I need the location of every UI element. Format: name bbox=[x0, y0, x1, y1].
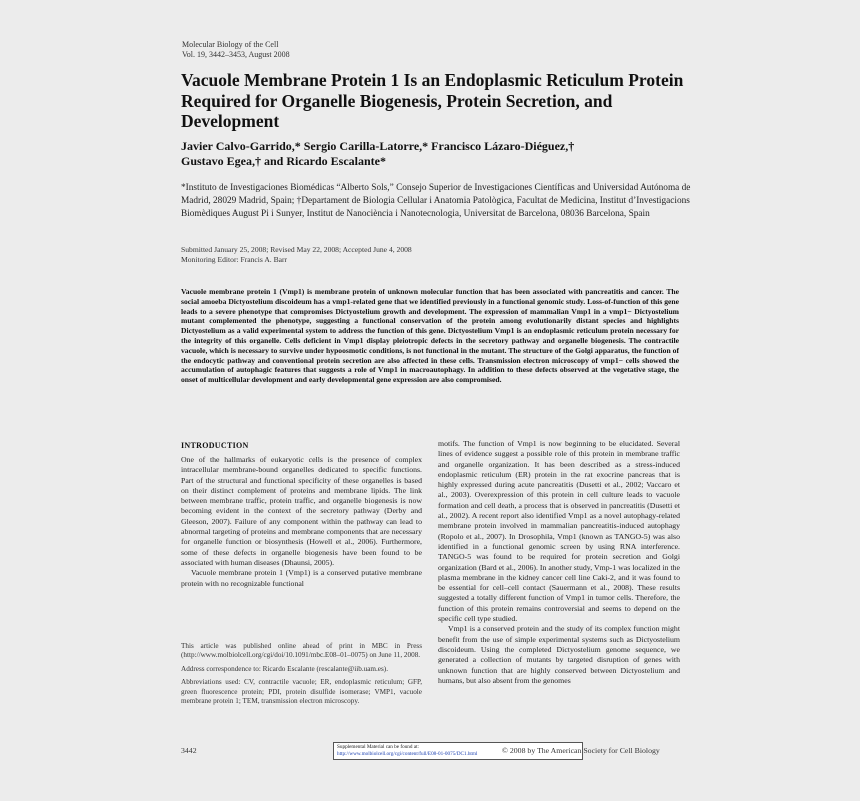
abstract: Vacuole membrane protein 1 (Vmp1) is membrane protein of unknown molecular function that has been associated with pancreatitis and cancer. The social amoeba Dictyostelium discoideum has a vmp1-related gene that we identified previously in a functional genomic study. Loss-of-function of this gene leads to a severe phenotype that compromises Dictyostelium growth and development. The expression of mammalian Vmp1 in a vmp1− Dictyostelium mutant complemented the phenotype, suggesting a functional conservation of the protein among evolutionarily distant species and highlights Dictyostelium as a valid experimental system to address the function of this gene. Dictyostelium Vmp1 is an endoplasmic reticulum protein necessary for the integrity of this organelle. Cells deficient in Vmp1 display pleiotropic defects in the secretory pathway and organelle biogenesis. The contractile vacuole, which is necessary to survive under hypoosmotic conditions, is not functional in the mutant. The structure of the Golgi apparatus, the function of the endocytic pathway and conventional protein secretion are also affected in these cells. Transmission electron microscopy of vmp1− cells showed the accumulation of autophagic features that suggests a role of Vmp1 in macroautophagy. In addition to these defects observed at the vegetative stage, the onset of multicellular development and early developmental gene expression are also compromised. bbox=[181, 287, 679, 385]
journal-name: Molecular Biology of the Cell bbox=[182, 40, 279, 49]
journal-header bbox=[182, 40, 290, 60]
submitted-line: Submitted January 25, 2008; Revised May 22, 2008; Accepted June 4, 2008 bbox=[181, 245, 412, 254]
authors-line-2: Gustavo Egea,† and Ricardo Escalante* bbox=[181, 154, 387, 168]
intro-paragraph-1: One of the hallmarks of eukaryotic cells is the presence of complex intracellular membrane-bound organelles dedicated to specific functions. Part of the structural and functional specificity of these organelles is based on their distinct complement of proteins and membrane lipids. The link between membrane traffic, protein traffic, and organelle biogenesis is now becoming evident in the context of the secretory pathway (Derby and Gleeson, 2007). Failure of any component within the pathway can lead to abnormal targeting of proteins and membrane components that are necessary for organelle function or biosynthesis (Howell et al., 2006). Furthermore, some of these defects in organelle biogenesis have been found to be associated with human diseases (Dhaunsi, 2005). bbox=[181, 455, 422, 567]
right-column bbox=[438, 439, 680, 686]
footnote-abbreviations: Abbreviations used: CV, contractile vacuole; ER, endoplasmic reticulum; GFP, green fluorescence protein; PDI, protein disulfide isomerase; VMP1, vacuole membrane protein 1; TEM, transmission electron microscopy. bbox=[181, 678, 422, 706]
monitoring-editor: Monitoring Editor: Francis A. Barr bbox=[181, 255, 288, 264]
journal-volume: Vol. 19, 3442–3453, August 2008 bbox=[182, 50, 290, 59]
footnote-address: Address correspondence to: Ricardo Escalante (rescalante@iib.uam.es). bbox=[181, 664, 388, 673]
right-paragraph-2: Vmp1 is a conserved protein and the study of its complex function might benefit from the use of simple experimental systems such as Dictyostelium discoideum. Using the completed Dictyostelium genome sequence, we generated a collection of mutants by targeted disruption of genes with unknown function that are highly conserved between Dictyostelium and humans, but also absent from the genomes bbox=[438, 624, 680, 685]
supplemental-link[interactable]: http://www.molbiolcell.org/cgi/content/full/E08-01-0075/DC1.html bbox=[337, 751, 478, 757]
authors-line-1: Javier Calvo-Garrido,* Sergio Carilla-Latorre,* Francisco Lázaro-Diéguez,† bbox=[181, 139, 575, 153]
copyright-notice: © 2008 by The American Society for Cell Biology bbox=[502, 746, 660, 755]
left-column bbox=[181, 455, 422, 589]
intro-paragraph-2: Vacuole membrane protein 1 (Vmp1) is a conserved putative membrane protein with no recognizable functional bbox=[181, 568, 422, 588]
affiliations: *Instituto de Investigaciones Biomédicas “Alberto Sols,” Consejo Superior de Investigaciones Científicas and Universidad Autónoma de Madrid, 28029 Madrid, Spain; †Departament de Biologia Cellular i Anatomia Patològica, Facultat de Medicina, Institut d’Investigacions Biomèdiques August Pi i Sunyer, Institut de Nanociència i Nanotecnologia, Universitat de Barcelona, 08036 Barcelona, Spain bbox=[181, 183, 691, 220]
right-paragraph-1: motifs. The function of Vmp1 is now beginning to be elucidated. Several lines of evidence suggest a possible role of this protein in membrane traffic and organelle organization. It has been described as a stress-induced endoplasmic reticulum (ER) protein in the rat exocrine pancreas that is highly expressed during acute pancreatitis (Dusetti et al., 2002; Vaccaro et al., 2003). Overexpression of this protein in cell culture leads to vacuole formation and cell death, a process that is observed in pancreatitis (Dusetti et al., 2002). A recent report also identified Vmp1 as a novel autophagy-related membrane protein involved in mammalian pancreatitis-induced autophagy (Ropolo et al., 2007). In Drosophila, Vmp1 (known as TANGO-5) was also identified in a functional genomic screen by using RNA interference. TANGO-5 was found to be required for protein secretion and Golgi organization (Bard et al., 2006). In another study, Vmp-1 was localized in the plasma membrane in the kidney cancer cell line Caki-2, and it was found to be essential for cell–cell contact (Sauermann et al., 2008). These results suggested a totally different function of Vmp1 in tumor cells. Therefore, the function of this protein remains controversial and seems to depend on the specific cell type studied. bbox=[438, 439, 680, 624]
supplemental-label: Supplemental Material can be found at: bbox=[337, 744, 419, 750]
footnotes bbox=[181, 642, 422, 710]
author-list bbox=[181, 139, 701, 169]
footnote-published: This article was published online ahead of print in MBC in Press (http://www.molbiolcell.org/cgi/doi/10.1091/mbc.E08–01–0075) on June 11, 2008. bbox=[181, 642, 422, 660]
paper-title: Vacuole Membrane Protein 1 Is an Endoplasmic Reticulum Protein Required for Organelle Biogenesis, Protein Secretion, and Development bbox=[181, 70, 684, 131]
section-heading-introduction: INTRODUCTION bbox=[181, 441, 249, 450]
publication-dates bbox=[181, 245, 412, 265]
page-number: 3442 bbox=[181, 746, 197, 755]
